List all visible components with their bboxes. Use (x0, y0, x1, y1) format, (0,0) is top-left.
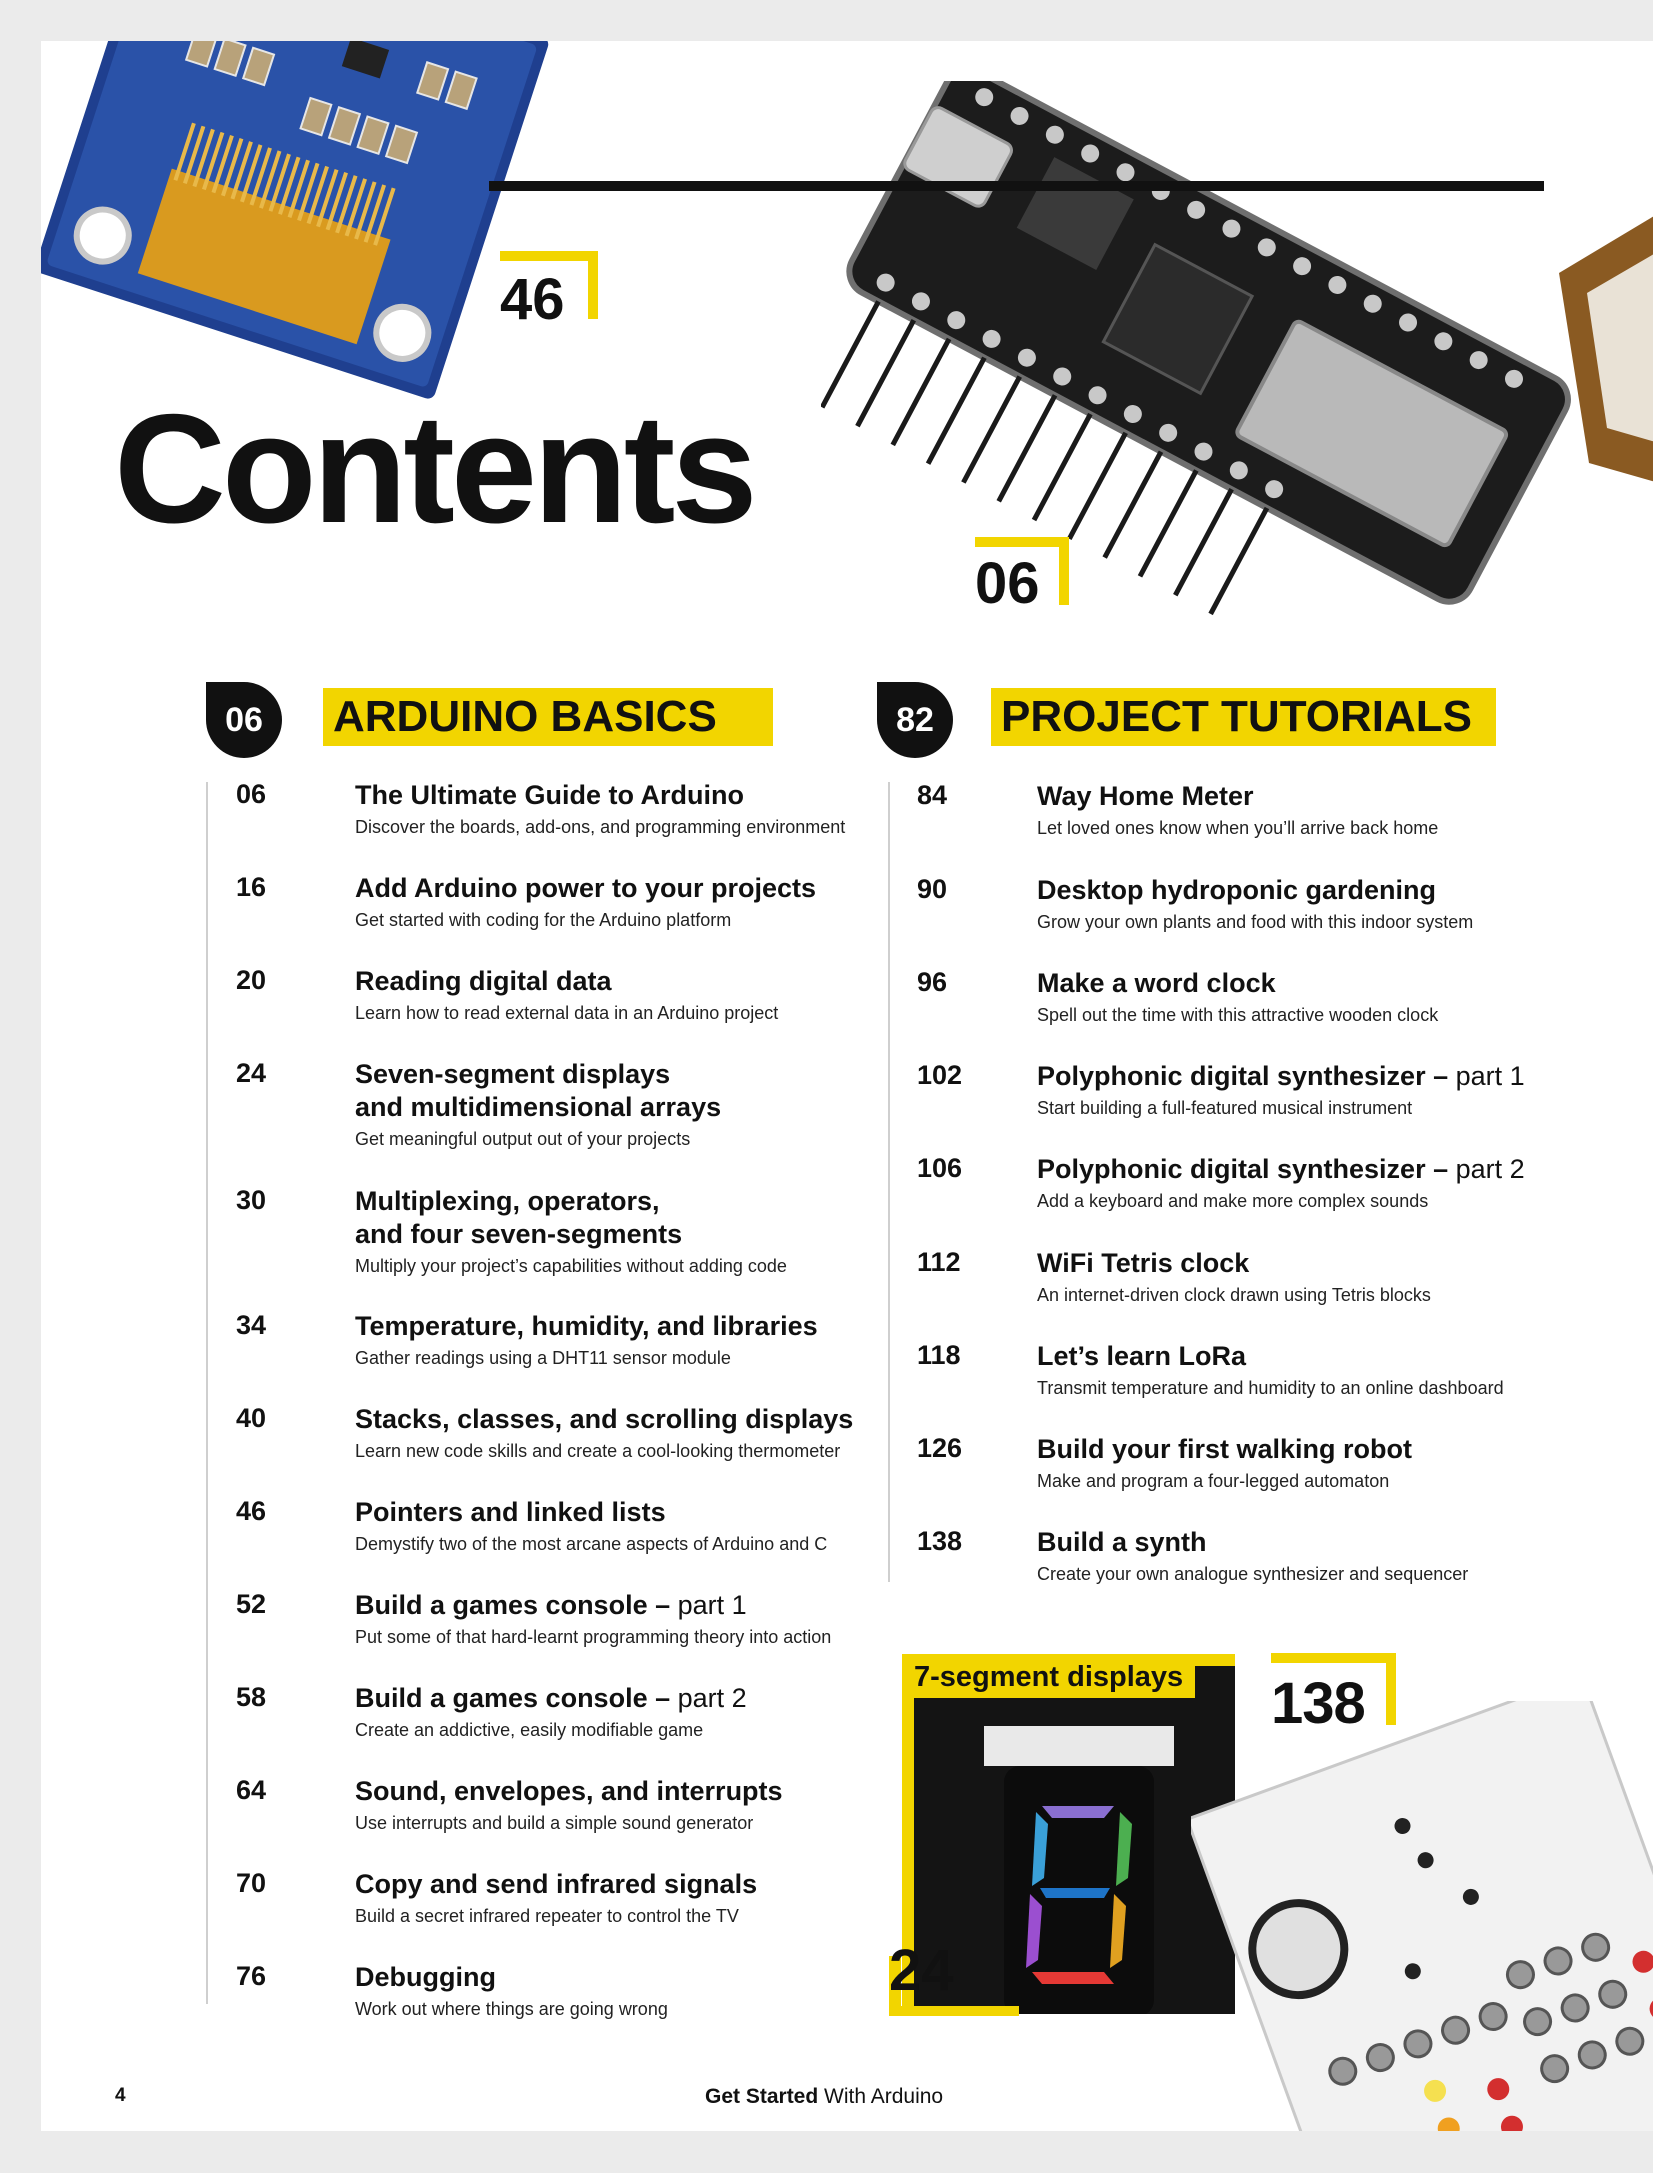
toc-entry-page-number: 24 (236, 1058, 267, 1088)
toc-entry-body (1037, 874, 1473, 935)
toc-entry-title (355, 1185, 787, 1218)
toc-entry-body (355, 1403, 853, 1464)
toc-entry[interactable] (917, 1247, 1597, 1327)
footer-page-number: 4 (115, 2085, 126, 2106)
toc-entry-title (1037, 1153, 1525, 1186)
toc-entry[interactable] (236, 1589, 916, 1669)
toc-entry-body (1037, 1526, 1468, 1587)
toc-entry-page-number: 76 (236, 1961, 267, 1991)
toc-entry-title-text: Multiplexing, operators, (355, 1186, 660, 1216)
callout-number: 24 (889, 1938, 954, 2003)
callout-number: 06 (975, 551, 1040, 616)
toc-entry-title (1037, 1247, 1431, 1280)
toc-entry-description: Use interrupts and build a simple sound generator (355, 1813, 754, 1833)
toc-entry-body (355, 872, 816, 933)
toc-entry-title-text: WiFi Tetris clock (1037, 1248, 1250, 1278)
toc-entry[interactable] (917, 1153, 1597, 1233)
toc-entry-body (355, 1310, 818, 1371)
callout-page-06 (975, 537, 1069, 616)
toc-entry-body (1037, 1153, 1525, 1214)
toc-entry-title-text: Make a word clock (1037, 968, 1276, 998)
toc-entry-body (355, 1961, 668, 2022)
photo-label-seven-segment: 7-segment displays (904, 1656, 1195, 1698)
toc-entry-title (355, 1403, 853, 1436)
toc-entry-title-suffix: part 1 (670, 1590, 747, 1620)
toc-entry-page-number: 06 (236, 779, 267, 809)
toc-entry-title-line2: and four seven-segments (355, 1219, 683, 1249)
toc-entry-title (1037, 1340, 1504, 1373)
toc-entry-title-text: Seven-segment displays (355, 1059, 671, 1089)
oled-module-photo (41, 41, 560, 410)
toc-entry-page-number: 46 (236, 1496, 267, 1526)
toc-entry-description: Start building a full-featured musical instrument (1037, 1098, 1413, 1118)
toc-entry[interactable] (236, 1403, 916, 1483)
toc-entry[interactable] (236, 965, 916, 1045)
toc-entry-title (1037, 780, 1438, 813)
callout-number: 138 (1271, 1671, 1365, 1736)
toc-entry-description: Multiply your project’s capabilities without adding code (355, 1256, 787, 1276)
toc-entry-title (355, 1682, 747, 1715)
toc-entry-title-text: Let’s learn LoRa (1037, 1341, 1247, 1371)
toc-entry-title (355, 1961, 668, 1994)
toc-entry-title-text: Debugging (355, 1962, 496, 1992)
callout-page-46 (500, 251, 598, 332)
toc-entry-title-suffix: part 2 (1448, 1154, 1525, 1184)
toc-entry-title-text: Pointers and linked lists (355, 1497, 666, 1527)
toc-entry-body (355, 1682, 747, 1743)
toc-entry-title (1037, 1433, 1412, 1466)
section-badge-basics: 06 (206, 682, 282, 758)
callout-bracket-base (889, 2006, 1019, 2016)
toc-entry-page-number: 112 (917, 1247, 961, 1277)
toc-entry-title-suffix: part 2 (670, 1683, 747, 1713)
toc-entry-title-text: Polyphonic digital synthesizer – (1037, 1061, 1449, 1091)
toc-entry-page-number: 16 (236, 872, 267, 902)
footer-magazine-title (705, 2085, 943, 2109)
toc-entry-title-text: Polyphonic digital synthesizer – (1037, 1154, 1449, 1184)
toc-entry[interactable] (236, 1310, 916, 1390)
toc-entry[interactable] (917, 1433, 1597, 1513)
toc-entry-title (355, 779, 845, 812)
toc-entry-page-number: 30 (236, 1185, 267, 1215)
toc-entry[interactable] (917, 874, 1597, 954)
toc-entry-title-text: Temperature, humidity, and libraries (355, 1311, 818, 1341)
toc-entry-title-text: Sound, envelopes, and interrupts (355, 1776, 783, 1806)
toc-entry-description: Get started with coding for the Arduino platform (355, 910, 732, 930)
footer-mag-rest: With Arduino (818, 2085, 944, 2108)
toc-entry[interactable] (236, 1868, 916, 1948)
toc-entry-body (355, 1185, 787, 1279)
page-title: Contents (114, 382, 754, 555)
toc-entry-title-text: Build a synth (1037, 1527, 1207, 1557)
toc-entry-page-number: 126 (917, 1433, 963, 1463)
toc-entry[interactable] (917, 1340, 1597, 1420)
toc-entry-page-number: 138 (917, 1526, 963, 1556)
callout-page-24 (889, 1938, 1009, 2016)
toc-entry-title-text: Build a games console – (355, 1683, 671, 1713)
toc-entry-description: Grow your own plants and food with this indoor system (1037, 912, 1474, 932)
section-title-basics: ARDUINO BASICS (323, 688, 773, 746)
toc-entry-body (355, 1868, 757, 1929)
toc-entry-body (355, 779, 845, 840)
toc-entry-title (355, 1310, 818, 1343)
toc-entry-body (1037, 1433, 1412, 1494)
toc-entry[interactable] (917, 1526, 1597, 1606)
toc-entry-description: Let loved ones know when you’ll arrive back home (1037, 818, 1439, 838)
toc-entry-page-number: 84 (917, 780, 948, 810)
toc-entry-title-text: Stacks, classes, and scrolling displays (355, 1404, 854, 1434)
toc-entry-description: An internet-driven clock drawn using Tetris blocks (1037, 1285, 1431, 1305)
toc-entry-description: Gather readings using a DHT11 sensor module (355, 1348, 731, 1368)
toc-entry-title (355, 1058, 721, 1091)
callout-number: 46 (500, 267, 565, 332)
toc-entry-title-suffix: part 1 (1448, 1061, 1525, 1091)
column-rule-left (206, 782, 208, 2004)
toc-entry-title (1037, 1060, 1525, 1093)
toc-entry-page-number: 106 (917, 1153, 963, 1183)
toc-entry-body (355, 1589, 831, 1650)
toc-entry-description: Build a secret infrared repeater to control the TV (355, 1906, 739, 1926)
toc-entry-body (1037, 780, 1438, 841)
toc-entry[interactable] (236, 1496, 916, 1576)
feather-board-photo (821, 81, 1611, 701)
toc-entry-description: Create your own analogue synthesizer and sequencer (1037, 1564, 1469, 1584)
toc-entry-description: Spell out the time with this attractive wooden clock (1037, 1005, 1439, 1025)
toc-entry-body (355, 1058, 721, 1152)
toc-entry-description: Transmit temperature and humidity to an online dashboard (1037, 1378, 1504, 1398)
toc-entry-title-text: Build a games console – (355, 1590, 671, 1620)
toc-entry-title-line2: and multidimensional arrays (355, 1092, 722, 1122)
contents-page (41, 41, 1653, 2131)
toc-entry-description: Make and program a four-legged automaton (1037, 1471, 1390, 1491)
toc-entry-body (1037, 1247, 1431, 1308)
toc-entry-title-text: Add Arduino power to your projects (355, 873, 817, 903)
toc-entry-description: Put some of that hard-learnt programming theory into action (355, 1627, 832, 1647)
toc-entry-page-number: 96 (917, 967, 948, 997)
toc-entry[interactable] (236, 1682, 916, 1762)
toc-entry-description: Discover the boards, add-ons, and programming environment (355, 817, 846, 837)
toc-entry-description: Get meaningful output out of your projects (355, 1129, 691, 1149)
callout-page-138 (1271, 1653, 1396, 1736)
toc-entry-page-number: 20 (236, 965, 267, 995)
toc-entry-title (1037, 874, 1473, 907)
toc-entry-title (355, 965, 778, 998)
toc-entry-description: Learn how to read external data in an Arduino project (355, 1003, 779, 1023)
toc-entry-title-text: Copy and send infrared signals (355, 1869, 758, 1899)
toc-entry[interactable] (236, 779, 916, 859)
toc-entry-page-number: 52 (236, 1589, 267, 1619)
toc-entry-body (1037, 1340, 1504, 1401)
toc-entry-page-number: 70 (236, 1868, 267, 1898)
toc-entry-body (355, 965, 778, 1026)
toc-entry-title (355, 1775, 783, 1808)
toc-entry[interactable] (236, 1058, 916, 1149)
toc-entry[interactable] (917, 780, 1597, 860)
top-rule (489, 181, 1544, 191)
toc-entry-description: Create an addictive, easily modifiable game (355, 1720, 704, 1740)
toc-entry-page-number: 34 (236, 1310, 267, 1340)
toc-entry-description: Add a keyboard and make more complex sounds (1037, 1191, 1429, 1211)
toc-entry-page-number: 102 (917, 1060, 963, 1090)
footer-mag-bold: Get Started (705, 2085, 819, 2108)
toc-entry-body (355, 1496, 827, 1557)
toc-entry-title-text: Desktop hydroponic gardening (1037, 875, 1437, 905)
toc-entry[interactable] (236, 872, 916, 952)
toc-entry-title (355, 1868, 757, 1901)
toc-entry-title-text: Reading digital data (355, 966, 612, 996)
section-title-tutorials: PROJECT TUTORIALS (991, 688, 1496, 746)
toc-entry-description: Learn new code skills and create a cool-looking thermometer (355, 1441, 841, 1461)
toc-entry-body (355, 1775, 783, 1836)
section-badge-tutorials: 82 (877, 682, 953, 758)
toc-entry-body (1037, 1060, 1525, 1121)
toc-entry-description: Demystify two of the most arcane aspects of Arduino and C (355, 1534, 828, 1554)
toc-entry-body (1037, 967, 1438, 1028)
toc-entry-title-text: Way Home Meter (1037, 781, 1254, 811)
toc-entry[interactable] (236, 1961, 916, 2041)
word-clock-frame-photo (1549, 213, 1653, 483)
toc-entry[interactable] (917, 967, 1597, 1047)
toc-entry-title (355, 872, 816, 905)
toc-entry-page-number: 58 (236, 1682, 267, 1712)
toc-entry-page-number: 90 (917, 874, 948, 904)
toc-entry[interactable] (236, 1775, 916, 1855)
toc-entry-page-number: 64 (236, 1775, 267, 1805)
toc-entry[interactable] (236, 1185, 916, 1276)
toc-entry-title-text: Build your first walking robot (1037, 1434, 1413, 1464)
toc-entry[interactable] (917, 1060, 1597, 1140)
toc-entry-title (355, 1496, 827, 1529)
synth-board-photo (1191, 1701, 1653, 2131)
toc-entry-page-number: 118 (917, 1340, 961, 1370)
toc-entry-title (355, 1589, 831, 1622)
toc-entry-description: Work out where things are going wrong (355, 1999, 668, 2019)
toc-entry-page-number: 40 (236, 1403, 267, 1433)
toc-entry-title (1037, 1526, 1468, 1559)
toc-entry-title (1037, 967, 1438, 1000)
toc-entry-title-text: The Ultimate Guide to Arduino (355, 780, 744, 810)
